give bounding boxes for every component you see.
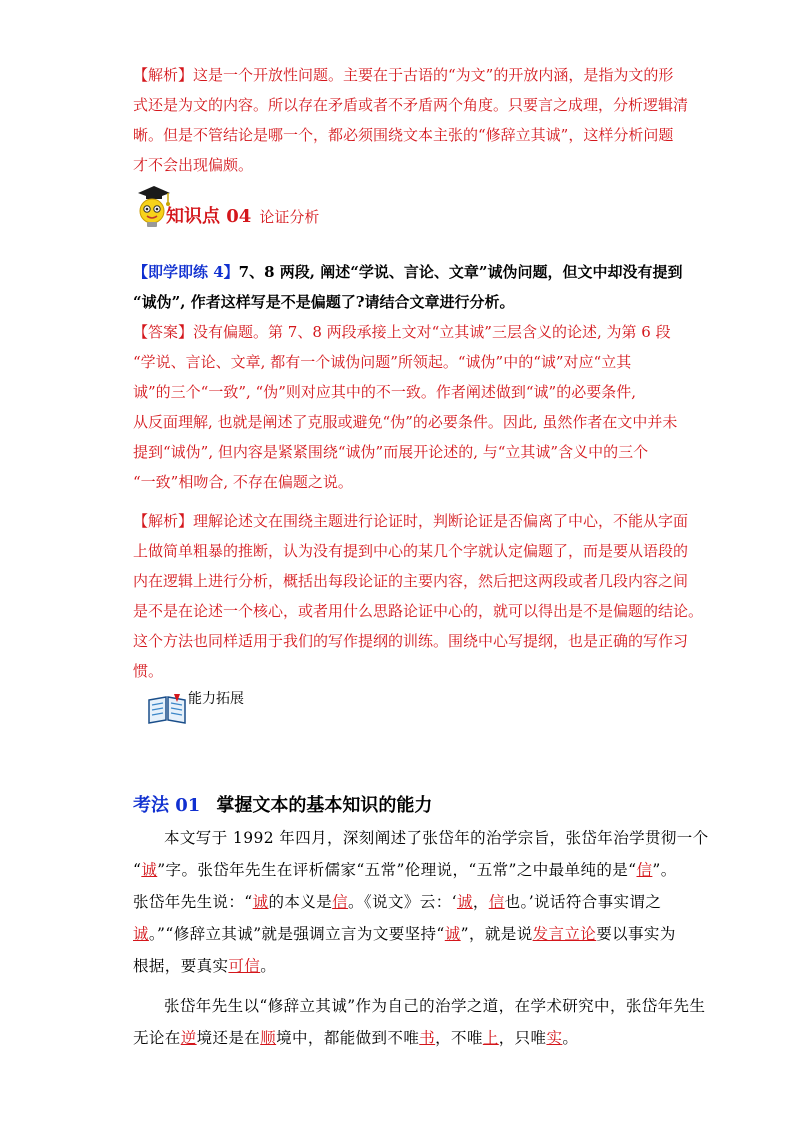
paragraph-line: “诚”字。张岱年先生在评析儒家“五常”伦理说，“五常”之中最单纯的是“信”。 bbox=[133, 861, 677, 879]
kaofa-heading bbox=[133, 790, 432, 822]
analysis-line: 【解析】理解论述文在围绕主题进行论证时，判断论证是否偏离了中心，不能从字面 bbox=[133, 512, 689, 530]
exercise-label: 【即学即练 4】 bbox=[133, 263, 239, 281]
knowledge-point-subtitle: 论证分析 bbox=[259, 208, 320, 226]
analysis-line: 才不会出现偏颇。 bbox=[133, 156, 254, 174]
analysis-line: 是不是在论述一个核心，或者用什么思路论证中心的，就可以得出是不是偏题的结论。 bbox=[133, 602, 704, 620]
analysis-line: 【解析】这是一个开放性问题。主要在于古语的“为文”的开放内涵，是指为文的形 bbox=[133, 66, 674, 84]
underlined-keyword: 顺 bbox=[260, 1029, 277, 1047]
answer-line: 【答案】没有偏题。第 7、8 两段承接上文对“立其诚”三层含义的论述, 为第 6 段 bbox=[133, 323, 671, 341]
exercise-block bbox=[133, 257, 683, 317]
answer-block bbox=[133, 317, 683, 497]
underlined-keyword: 信 bbox=[636, 861, 653, 879]
underlined-keyword: 信 bbox=[488, 893, 505, 911]
kaofa-number: 考法 01 bbox=[133, 795, 201, 816]
paragraph-line: 张岱年先生以“修辞立其诚”作为自己的治学之道，在学术研究中，张岱年先生 bbox=[164, 997, 706, 1015]
paragraph-line: 张岱年先生说：“诚的本义是信。《说文》云：‘诚，信也。’说话符合事实谓之 bbox=[133, 893, 662, 911]
answer-line: 从反面理解, 也就是阐述了克服或避免“伪”的必要条件。因此, 虽然作者在文中并未 bbox=[133, 413, 678, 431]
analysis-line: 内在逻辑上进行分析，概括出每段论证的主要内容，然后把这两段或者几段内容之间 bbox=[133, 572, 689, 590]
underlined-keyword: 诚 bbox=[133, 925, 149, 943]
exercise-line: “诚伪”, 作者这样写是不是偏题了?请结合文章进行分析。 bbox=[133, 293, 515, 311]
paragraph-line: 本文写于 1992 年四月，深刻阐述了张岱年的治学宗旨，张岱年治学贯彻一个 bbox=[164, 829, 709, 847]
answer-line: “学说、言论、文章, 都有一个诚伪问题”所领起。“诚伪”中的“诚”对应“立其 bbox=[133, 353, 632, 371]
kaofa-title: 掌握文本的基本知识的能力 bbox=[216, 795, 433, 816]
underlined-keyword: 信 bbox=[332, 893, 349, 911]
underlined-keyword: 诚 bbox=[252, 893, 269, 911]
knowledge-point-title bbox=[166, 202, 319, 232]
answer-label: 【答案】 bbox=[133, 323, 194, 341]
analysis-label: 【解析】 bbox=[133, 512, 194, 530]
analysis-line: 式还是为文的内容。所以存在矛盾或者不矛盾两个角度。只要言之成理，分析逻辑清 bbox=[133, 96, 689, 114]
underlined-keyword: 书 bbox=[419, 1029, 436, 1047]
paragraph-line: 根据，要真实可信。 bbox=[133, 957, 277, 975]
analysis-block-1 bbox=[133, 60, 689, 180]
underlined-keyword: 发言立论 bbox=[532, 925, 597, 943]
underlined-keyword: 诚 bbox=[456, 893, 473, 911]
answer-line: 诚”的三个“一致”, “伪”则对应其中的不一致。作者阐述做到“诚”的必要条件, bbox=[133, 383, 636, 401]
exercise-line: 【即学即练 4】7、8 两段, 阐述“学说、言论、文章”诚伪问题，但文中却没有提到 bbox=[133, 263, 683, 281]
body-paragraph-1 bbox=[133, 822, 709, 982]
underlined-keyword: 上 bbox=[482, 1029, 499, 1047]
analysis-block-2 bbox=[133, 506, 704, 686]
answer-line: “一致”相吻合, 不存在偏题之说。 bbox=[133, 473, 353, 491]
underlined-keyword: 可信 bbox=[228, 957, 261, 975]
ability-expansion-label: 能力拓展 bbox=[188, 691, 244, 707]
analysis-line: 惯。 bbox=[133, 662, 164, 680]
analysis-line: 这个方法也同样适用于我们的写作提纲的训练。围绕中心写提纲，也是正确的写作习 bbox=[133, 632, 689, 650]
underlined-keyword: 实 bbox=[546, 1029, 563, 1047]
analysis-label: 【解析】 bbox=[133, 66, 194, 84]
answer-line: 提到“诚伪”, 但内容是紧紧围绕“诚伪”而展开论述的, 与“立其诚”含义中的三个 bbox=[133, 443, 649, 461]
underlined-keyword: 诚 bbox=[444, 925, 461, 943]
underlined-keyword: 诚 bbox=[141, 861, 158, 879]
open-book-icon bbox=[146, 692, 188, 730]
body-paragraph-2 bbox=[133, 990, 706, 1054]
knowledge-point-number: 知识点 04 bbox=[166, 206, 252, 227]
paragraph-line: 无论在逆境还是在顺境中，都能做到不唯书，不唯上，只唯实。 bbox=[133, 1029, 579, 1047]
paragraph-line: 诚。”“修辞立其诚”就是强调立言为文要坚持“诚”，就是说发言立论要以事实为 bbox=[133, 925, 676, 943]
analysis-line: 上做简单粗暴的推断，认为没有提到中心的某几个字就认定偏题了，而是要从语段的 bbox=[133, 542, 689, 560]
underlined-keyword: 逆 bbox=[180, 1029, 197, 1047]
analysis-line: 晰。但是不管结论是哪一个，都必须围绕文本主张的“修辞立其诚”，这样分析问题 bbox=[133, 126, 674, 144]
